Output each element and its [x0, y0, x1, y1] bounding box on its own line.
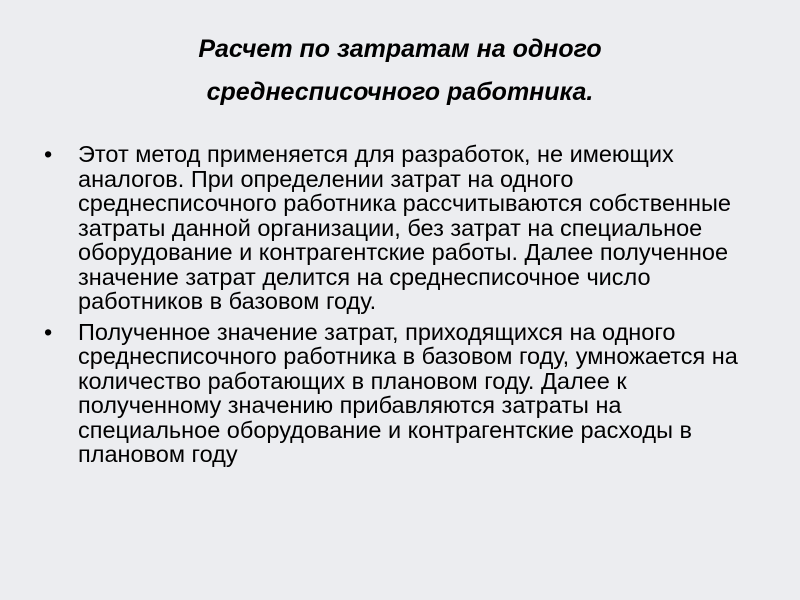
- bullet-dot-icon: •: [44, 318, 53, 345]
- bullet-text-calculation: Полученное значение затрат, приходящихся на одного среднесписочного работника в базовом году, умножается на количество работающих в плановом году. Далее к полученному значению прибавляются затраты на специальное оборудование и контрагентские расходы в плановом году: [78, 318, 738, 467]
- slide-title-line-1: Расчет по затратам на одного: [198, 35, 602, 63]
- bullet-item-calculation: [44, 320, 764, 467]
- slide-title: [40, 28, 760, 114]
- bullet-dot-icon: •: [44, 141, 53, 167]
- bullet-item-method: [44, 142, 764, 314]
- slide-title-line-2: среднесписочного работника.: [206, 78, 594, 106]
- bullet-list: [44, 142, 764, 473]
- bullet-text-method: Этот метод применяется для разработок, не имеющих аналогов. При определении затрат на одного среднесписочного работника рассчитываются собственные затраты данной организации, без затрат на специальное оборудование и контрагентские работы. Далее полученное значение затрат делится на среднесписочное число работников в базовом году.: [78, 141, 731, 314]
